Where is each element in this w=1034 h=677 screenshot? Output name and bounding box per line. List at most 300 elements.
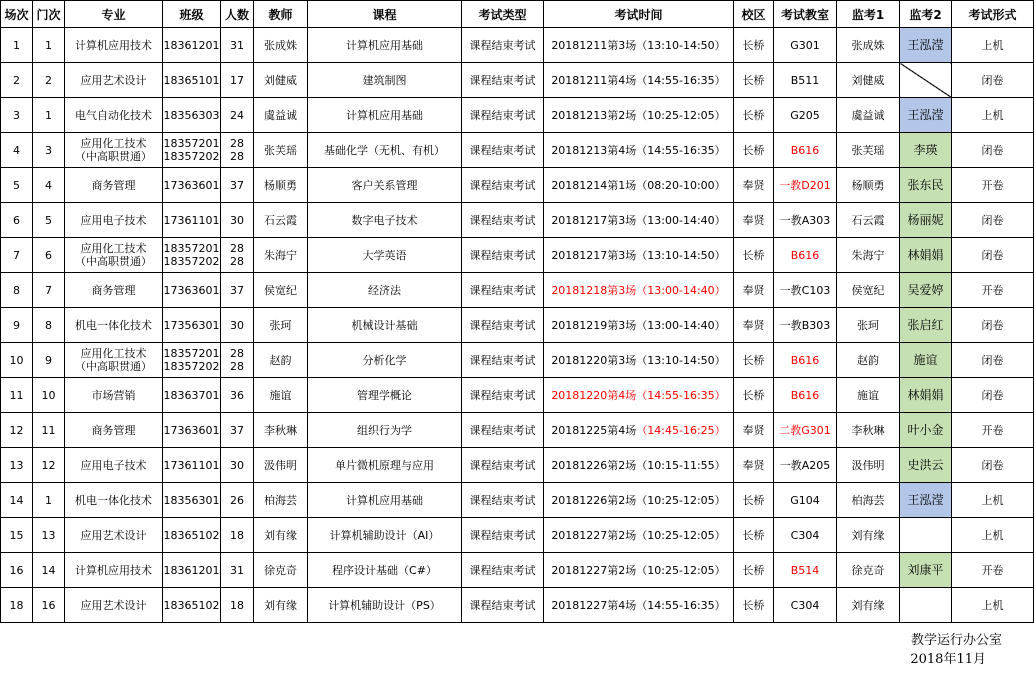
campus-cell: 长桥 <box>734 63 774 98</box>
major-cell-line: 机电一体化技术 <box>75 493 152 507</box>
class-cell-line: 18365101 <box>163 73 220 87</box>
class-cell <box>163 98 221 133</box>
major-cell <box>65 238 163 273</box>
course-cell: 计算机辅助设计（AI） <box>308 518 462 553</box>
count-cell-line: 30 <box>230 318 244 332</box>
proctor2-cell: 杨丽妮 <box>900 203 952 238</box>
room-cell: G104 <box>774 483 837 518</box>
class-cell <box>163 238 221 273</box>
proctor2-cell: 林娟娟 <box>900 238 952 273</box>
class-cell-line: 17363601 <box>163 423 220 437</box>
campus-cell: 奉贤 <box>734 273 774 308</box>
proctor2-cell <box>900 63 952 98</box>
proctor1-cell: 虞益诚 <box>837 98 900 133</box>
exam-number-cell: 16 <box>33 588 65 623</box>
course-cell: 机械设计基础 <box>308 308 462 343</box>
session-cell: 5 <box>1 168 33 203</box>
room-cell: 一教A205 <box>774 448 837 483</box>
class-cell <box>163 273 221 308</box>
exam-time-cell: 20181217第3场（13:10-14:50） <box>544 238 734 273</box>
course-cell: 程序设计基础（C#） <box>308 553 462 588</box>
count-cell-line: 37 <box>230 178 244 192</box>
major-cell-line: 市场营销 <box>91 388 136 402</box>
major-cell-line: 商务管理 <box>91 423 136 437</box>
exam-form-cell: 闭卷 <box>952 378 1034 413</box>
count-cell <box>221 483 254 518</box>
table-row <box>1 133 1034 168</box>
count-cell-line: 18 <box>230 528 244 542</box>
course-cell: 管理学概论 <box>308 378 462 413</box>
campus-cell: 长桥 <box>734 133 774 168</box>
column-header: 考试类型 <box>462 1 544 28</box>
exam-number-cell: 5 <box>33 203 65 238</box>
teacher-cell: 汲伟明 <box>254 448 308 483</box>
column-header: 班级 <box>163 1 221 28</box>
campus-cell: 长桥 <box>734 98 774 133</box>
count-cell <box>221 63 254 98</box>
exam-type-cell: 课程结束考试 <box>462 63 544 98</box>
session-cell: 13 <box>1 448 33 483</box>
exam-form-cell: 开卷 <box>952 413 1034 448</box>
major-cell-line: 应用电子技术 <box>80 213 147 227</box>
exam-time-cell: 20181227第2场（10:25-12:05） <box>544 518 734 553</box>
course-cell: 组织行为学 <box>308 413 462 448</box>
exam-time-cell: 20181211第4场（14:55-16:35） <box>544 63 734 98</box>
major-cell <box>65 483 163 518</box>
exam-type-cell: 课程结束考试 <box>462 553 544 588</box>
proctor1-cell: 赵韵 <box>837 343 900 378</box>
exam-time-cell: 20181211第3场（13:10-14:50） <box>544 28 734 63</box>
room-cell: C304 <box>774 518 837 553</box>
count-cell-line: 28 <box>230 360 244 373</box>
campus-cell: 长桥 <box>734 483 774 518</box>
exam-form-cell: 上机 <box>952 28 1034 63</box>
count-cell <box>221 203 254 238</box>
course-cell: 计算机应用基础 <box>308 28 462 63</box>
class-cell <box>163 133 221 168</box>
major-cell-line: 计算机应用技术 <box>75 38 152 52</box>
session-cell: 6 <box>1 203 33 238</box>
class-cell <box>163 413 221 448</box>
teacher-cell: 虞益诚 <box>254 98 308 133</box>
major-cell <box>65 378 163 413</box>
count-cell-line: 24 <box>230 108 244 122</box>
major-cell <box>65 343 163 378</box>
major-cell-line: 应用艺术设计 <box>80 598 147 612</box>
table-row <box>1 168 1034 203</box>
class-cell-line: 17363601 <box>163 178 220 192</box>
exam-number-cell: 1 <box>33 98 65 133</box>
table-row <box>1 308 1034 343</box>
class-cell-line: 17361101 <box>163 213 220 227</box>
count-cell-line: 37 <box>230 423 244 437</box>
count-cell <box>221 448 254 483</box>
table-row <box>1 343 1034 378</box>
class-cell-line: 18365102 <box>163 528 220 542</box>
proctor1-cell: 石云霞 <box>837 203 900 238</box>
room-cell: B616 <box>774 238 837 273</box>
column-header: 课程 <box>308 1 462 28</box>
exam-type-cell: 课程结束考试 <box>462 133 544 168</box>
exam-type-cell: 课程结束考试 <box>462 203 544 238</box>
count-cell <box>221 238 254 273</box>
class-cell <box>163 378 221 413</box>
exam-type-cell: 课程结束考试 <box>462 98 544 133</box>
count-cell-line: 31 <box>230 563 244 577</box>
proctor2-cell: 王泓滢 <box>900 98 952 133</box>
campus-cell: 奉贤 <box>734 203 774 238</box>
count-cell-line: 28 <box>230 242 244 255</box>
proctor2-cell <box>900 588 952 623</box>
exam-form-cell: 上机 <box>952 518 1034 553</box>
course-cell: 建筑制图 <box>308 63 462 98</box>
teacher-cell: 李秋琳 <box>254 413 308 448</box>
class-cell <box>163 203 221 238</box>
exam-type-cell: 课程结束考试 <box>462 238 544 273</box>
column-header: 教师 <box>254 1 308 28</box>
room-cell: B616 <box>774 343 837 378</box>
count-cell <box>221 413 254 448</box>
table-row <box>1 378 1034 413</box>
exam-time-cell: 20181214第1场（08:20-10:00） <box>544 168 734 203</box>
room-cell: G205 <box>774 98 837 133</box>
table-row <box>1 518 1034 553</box>
proctor1-cell: 杨顺勇 <box>837 168 900 203</box>
class-cell-line: 17361101 <box>163 458 220 472</box>
proctor1-cell: 柏海芸 <box>837 483 900 518</box>
session-cell: 18 <box>1 588 33 623</box>
proctor1-cell: 刘有缘 <box>837 518 900 553</box>
major-cell <box>65 518 163 553</box>
column-header: 监考2 <box>900 1 952 28</box>
count-cell-line: 30 <box>230 458 244 472</box>
exam-time-slot: （14:45-16:25） <box>636 423 726 437</box>
room-cell: 一教D201 <box>774 168 837 203</box>
session-cell: 3 <box>1 98 33 133</box>
major-cell <box>65 308 163 343</box>
major-cell <box>65 63 163 98</box>
teacher-cell: 朱海宁 <box>254 238 308 273</box>
proctor1-cell: 刘有缘 <box>837 588 900 623</box>
count-cell-line: 30 <box>230 213 244 227</box>
campus-cell: 奉贤 <box>734 413 774 448</box>
proctor1-cell: 张珂 <box>837 308 900 343</box>
count-cell-line: 36 <box>230 388 244 402</box>
teacher-cell: 刘有缘 <box>254 518 308 553</box>
teacher-cell: 赵韵 <box>254 343 308 378</box>
exam-time-cell: 20181226第2场（10:25-12:05） <box>544 483 734 518</box>
exam-time-date: 20181225第4场 <box>551 423 637 437</box>
exam-type-cell: 课程结束考试 <box>462 168 544 203</box>
exam-type-cell: 课程结束考试 <box>462 448 544 483</box>
room-cell: B616 <box>774 133 837 168</box>
major-cell-line: 应用化工技术 <box>80 347 147 360</box>
exam-number-cell: 1 <box>33 28 65 63</box>
class-cell-line: 18357201 <box>163 242 220 255</box>
exam-form-cell: 闭卷 <box>952 343 1034 378</box>
count-cell-line: 17 <box>230 73 244 87</box>
class-cell-line: 17363601 <box>163 283 220 297</box>
column-header: 考试教室 <box>774 1 837 28</box>
column-header: 考试时间 <box>544 1 734 28</box>
major-cell <box>65 168 163 203</box>
room-cell: B514 <box>774 553 837 588</box>
class-cell <box>163 308 221 343</box>
class-cell-line: 18357201 <box>163 347 220 360</box>
exam-type-cell: 课程结束考试 <box>462 343 544 378</box>
count-cell-line: 37 <box>230 283 244 297</box>
room-cell: 一教B303 <box>774 308 837 343</box>
column-header: 专业 <box>65 1 163 28</box>
proctor2-cell: 施谊 <box>900 343 952 378</box>
proctor2-cell: 王泓滢 <box>900 483 952 518</box>
table-row <box>1 98 1034 133</box>
column-header: 校区 <box>734 1 774 28</box>
session-cell: 15 <box>1 518 33 553</box>
exam-time-cell: 20181220第4场（14:55-16:35） <box>544 378 734 413</box>
session-cell: 8 <box>1 273 33 308</box>
campus-cell: 长桥 <box>734 28 774 63</box>
teacher-cell: 徐克奇 <box>254 553 308 588</box>
session-cell: 10 <box>1 343 33 378</box>
major-cell <box>65 28 163 63</box>
teacher-cell: 张成姝 <box>254 28 308 63</box>
exam-time-cell <box>544 413 734 448</box>
teacher-cell: 施谊 <box>254 378 308 413</box>
major-cell-line: 应用艺术设计 <box>80 528 147 542</box>
campus-cell: 长桥 <box>734 238 774 273</box>
proctor2-cell: 张启红 <box>900 308 952 343</box>
exam-type-cell: 课程结束考试 <box>462 588 544 623</box>
major-cell-line: 应用化工技术 <box>80 242 147 255</box>
proctor1-cell: 侯宽纪 <box>837 273 900 308</box>
table-row <box>1 28 1034 63</box>
count-cell <box>221 518 254 553</box>
class-cell-line: 18356301 <box>163 493 220 507</box>
teacher-cell: 张珂 <box>254 308 308 343</box>
exam-time-cell: 20181227第2场（10:25-12:05） <box>544 553 734 588</box>
exam-type-cell: 课程结束考试 <box>462 413 544 448</box>
class-cell <box>163 588 221 623</box>
class-cell <box>163 448 221 483</box>
count-cell <box>221 98 254 133</box>
exam-number-cell: 4 <box>33 168 65 203</box>
exam-time-cell: 20181227第4场（14:55-16:35） <box>544 588 734 623</box>
class-cell-line: 18361201 <box>163 38 220 52</box>
exam-type-cell: 课程结束考试 <box>462 483 544 518</box>
major-cell-line: 计算机应用技术 <box>75 563 152 577</box>
exam-time-cell: 20181220第3场（13:10-14:50） <box>544 343 734 378</box>
room-cell: 二教G301 <box>774 413 837 448</box>
session-cell: 4 <box>1 133 33 168</box>
class-cell <box>163 343 221 378</box>
count-cell <box>221 553 254 588</box>
major-cell-line: （中高职贯通） <box>75 150 152 163</box>
count-cell-line: 28 <box>230 137 244 150</box>
count-cell-line: 28 <box>230 150 244 163</box>
major-cell <box>65 203 163 238</box>
exam-form-cell: 闭卷 <box>952 238 1034 273</box>
class-cell <box>163 28 221 63</box>
exam-number-cell: 1 <box>33 483 65 518</box>
room-cell: B616 <box>774 378 837 413</box>
count-cell-line: 26 <box>230 493 244 507</box>
major-cell <box>65 448 163 483</box>
table-row <box>1 483 1034 518</box>
major-cell-line: （中高职贯通） <box>75 360 152 373</box>
session-cell: 9 <box>1 308 33 343</box>
room-cell: B511 <box>774 63 837 98</box>
major-cell <box>65 588 163 623</box>
proctor1-cell: 李秋琳 <box>837 413 900 448</box>
count-cell <box>221 168 254 203</box>
exam-number-cell: 2 <box>33 63 65 98</box>
table-row <box>1 413 1034 448</box>
course-cell: 基础化学（无机、有机） <box>308 133 462 168</box>
exam-number-cell: 10 <box>33 378 65 413</box>
class-cell <box>163 63 221 98</box>
exam-number-cell: 14 <box>33 553 65 588</box>
count-cell <box>221 378 254 413</box>
major-cell-line: 应用电子技术 <box>80 458 147 472</box>
exam-number-cell: 13 <box>33 518 65 553</box>
major-cell <box>65 553 163 588</box>
major-cell <box>65 133 163 168</box>
exam-form-cell: 闭卷 <box>952 448 1034 483</box>
exam-number-cell: 9 <box>33 343 65 378</box>
campus-cell: 奉贤 <box>734 308 774 343</box>
teacher-cell: 刘有缘 <box>254 588 308 623</box>
class-cell-line: 17356301 <box>163 318 220 332</box>
exam-number-cell: 8 <box>33 308 65 343</box>
session-cell: 16 <box>1 553 33 588</box>
major-cell-line: 商务管理 <box>91 178 136 192</box>
exam-form-cell: 上机 <box>952 588 1034 623</box>
exam-form-cell: 闭卷 <box>952 133 1034 168</box>
count-cell <box>221 133 254 168</box>
proctor2-cell: 史洪云 <box>900 448 952 483</box>
exam-form-cell: 闭卷 <box>952 63 1034 98</box>
session-cell: 11 <box>1 378 33 413</box>
footer-office: 教学运行办公室 <box>910 633 1002 648</box>
session-cell: 2 <box>1 63 33 98</box>
exam-time-cell: 20181219第3场（13:00-14:40） <box>544 308 734 343</box>
proctor1-cell: 施谊 <box>837 378 900 413</box>
room-cell: G301 <box>774 28 837 63</box>
room-cell: 一教A303 <box>774 203 837 238</box>
exam-type-cell: 课程结束考试 <box>462 28 544 63</box>
course-cell: 计算机应用基础 <box>308 483 462 518</box>
count-cell-line: 31 <box>230 38 244 52</box>
column-header: 人数 <box>221 1 254 28</box>
campus-cell: 长桥 <box>734 588 774 623</box>
major-cell-line: 应用艺术设计 <box>80 73 147 87</box>
count-cell <box>221 28 254 63</box>
exam-time-cell: 20181218第3场（13:00-14:40） <box>544 273 734 308</box>
exam-type-cell: 课程结束考试 <box>462 308 544 343</box>
major-cell <box>65 413 163 448</box>
proctor2-cell: 林娟娟 <box>900 378 952 413</box>
class-cell <box>163 518 221 553</box>
major-cell-line: 机电一体化技术 <box>75 318 152 332</box>
table-row <box>1 238 1034 273</box>
column-header: 门次 <box>33 1 65 28</box>
class-cell-line: 18357202 <box>163 255 220 268</box>
campus-cell: 长桥 <box>734 343 774 378</box>
room-cell: 一教C103 <box>774 273 837 308</box>
table-row <box>1 63 1034 98</box>
course-cell: 大学英语 <box>308 238 462 273</box>
count-cell-line: 28 <box>230 255 244 268</box>
class-cell <box>163 168 221 203</box>
proctor2-cell: 叶小金 <box>900 413 952 448</box>
exam-number-cell: 11 <box>33 413 65 448</box>
proctor1-cell: 刘健威 <box>837 63 900 98</box>
campus-cell: 长桥 <box>734 518 774 553</box>
course-cell: 数字电子技术 <box>308 203 462 238</box>
course-cell: 客户关系管理 <box>308 168 462 203</box>
exam-form-cell: 开卷 <box>952 273 1034 308</box>
class-cell <box>163 553 221 588</box>
count-cell <box>221 343 254 378</box>
class-cell-line: 18356303 <box>163 108 220 122</box>
exam-form-cell: 开卷 <box>952 553 1034 588</box>
major-cell-line: 商务管理 <box>91 283 136 297</box>
major-cell <box>65 98 163 133</box>
table-row <box>1 273 1034 308</box>
header-row <box>1 1 1034 28</box>
column-header: 考试形式 <box>952 1 1034 28</box>
exam-number-cell: 3 <box>33 133 65 168</box>
session-cell: 12 <box>1 413 33 448</box>
teacher-cell: 张芙瑶 <box>254 133 308 168</box>
course-cell: 经济法 <box>308 273 462 308</box>
proctor2-cell <box>900 518 952 553</box>
exam-time-cell: 20181213第4场（14:55-16:35） <box>544 133 734 168</box>
column-header: 场次 <box>1 1 33 28</box>
campus-cell: 奉贤 <box>734 448 774 483</box>
proctor1-cell: 张芙瑶 <box>837 133 900 168</box>
course-cell: 计算机辅助设计（PS） <box>308 588 462 623</box>
footer-date: 2018年11月 <box>910 652 986 667</box>
major-cell-line: （中高职贯通） <box>75 255 152 268</box>
session-cell: 1 <box>1 28 33 63</box>
proctor2-cell: 李瑛 <box>900 133 952 168</box>
session-cell: 7 <box>1 238 33 273</box>
major-cell-line: 电气自动化技术 <box>75 108 152 122</box>
teacher-cell: 刘健威 <box>254 63 308 98</box>
proctor1-cell: 张成姝 <box>837 28 900 63</box>
class-cell-line: 18357202 <box>163 360 220 373</box>
table-row <box>1 448 1034 483</box>
exam-time-cell: 20181213第2场（10:25-12:05） <box>544 98 734 133</box>
count-cell <box>221 588 254 623</box>
course-cell: 计算机应用基础 <box>308 98 462 133</box>
major-cell <box>65 273 163 308</box>
exam-type-cell: 课程结束考试 <box>462 273 544 308</box>
campus-cell: 长桥 <box>734 553 774 588</box>
table-body <box>1 28 1034 623</box>
exam-form-cell: 闭卷 <box>952 308 1034 343</box>
class-cell-line: 18365102 <box>163 598 220 612</box>
proctor2-cell: 吴爱婷 <box>900 273 952 308</box>
proctor1-cell: 朱海宁 <box>837 238 900 273</box>
teacher-cell: 侯宽纪 <box>254 273 308 308</box>
count-cell-line: 28 <box>230 347 244 360</box>
teacher-cell: 杨顺勇 <box>254 168 308 203</box>
proctor2-cell: 刘康平 <box>900 553 952 588</box>
class-cell-line: 18361201 <box>163 563 220 577</box>
